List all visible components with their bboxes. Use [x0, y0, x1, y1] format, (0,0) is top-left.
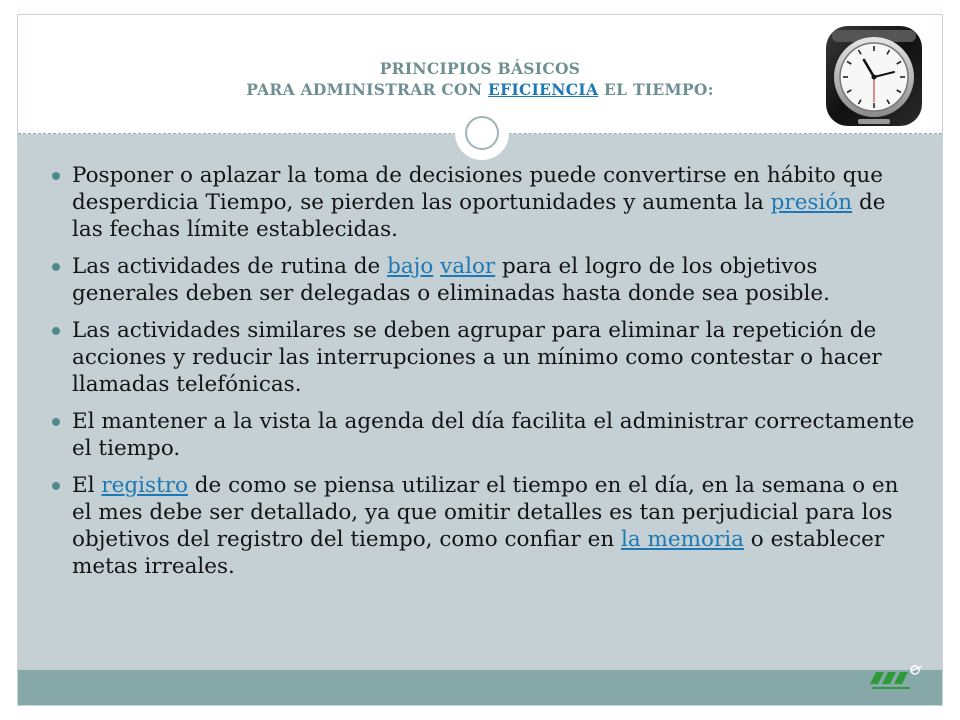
- title-line-2-post: EL TIEMPO:: [598, 80, 714, 99]
- eficiencia-link[interactable]: EFICIENCIA: [488, 80, 599, 99]
- bullet-text: o establecer metas irreales.: [72, 527, 885, 579]
- bullet-text: Las actividades de rutina de: [72, 254, 388, 279]
- bullet-dot-icon: [52, 172, 60, 180]
- title-line-1: PRINCIPIOS BÁSICOS: [379, 59, 581, 78]
- presion-link[interactable]: presión: [770, 190, 853, 215]
- bullet-text: de como se piensa utilizar el tiempo en el día, en la semana o en el mes debe ser detallado, ya que omitir detalles es tan perjudicial para los objetivos del registro del tiempo, como confiar en: [72, 473, 899, 552]
- valor-link[interactable]: valor: [440, 254, 496, 279]
- bullet-text: de las fechas límite establecidas.: [72, 190, 886, 242]
- la-memoria-link[interactable]: la memoria: [621, 527, 744, 552]
- slide-title: [160, 58, 800, 100]
- list-item: [52, 253, 922, 307]
- university-logo-icon: [866, 662, 926, 692]
- bullet-dot-icon: [52, 418, 60, 426]
- list-item: [52, 317, 922, 398]
- list-item: [52, 408, 922, 462]
- bullet-dot-icon: [52, 482, 60, 490]
- divider-ornament-ring: [465, 116, 499, 150]
- bullet-dot-icon: [52, 263, 60, 271]
- bullet-dot-icon: [52, 327, 60, 335]
- bullet-list: [52, 162, 922, 590]
- footer-bar: [18, 670, 942, 705]
- title-line-2: [160, 79, 800, 100]
- bullet-text: Las actividades similares se deben agrupar para eliminar la repetición de acciones y reducir las interrupciones a un mínimo como contestar o hacer llamadas telefónicas.: [72, 318, 882, 397]
- bullet-text: El: [72, 473, 102, 498]
- bullet-text: para el logro de los objetivos generales deben ser delegadas o eliminadas hasta donde sea posible.: [72, 254, 830, 306]
- alarm-clock-image: [822, 22, 926, 132]
- bullet-text: Posponer o aplazar la toma de decisiones puede convertirse en hábito que desperdicia Tiempo, se pierden las oportunidades y aumenta la: [72, 163, 883, 215]
- bajo-link[interactable]: bajo: [387, 254, 434, 279]
- list-item: [52, 162, 922, 243]
- title-line-2-pre: PARA ADMINISTRAR CON: [246, 80, 489, 99]
- registro-link[interactable]: registro: [101, 473, 188, 498]
- bullet-text: El mantener a la vista la agenda del día facilita el administrar correctamente el tiempo.: [72, 409, 915, 461]
- list-item: [52, 472, 922, 580]
